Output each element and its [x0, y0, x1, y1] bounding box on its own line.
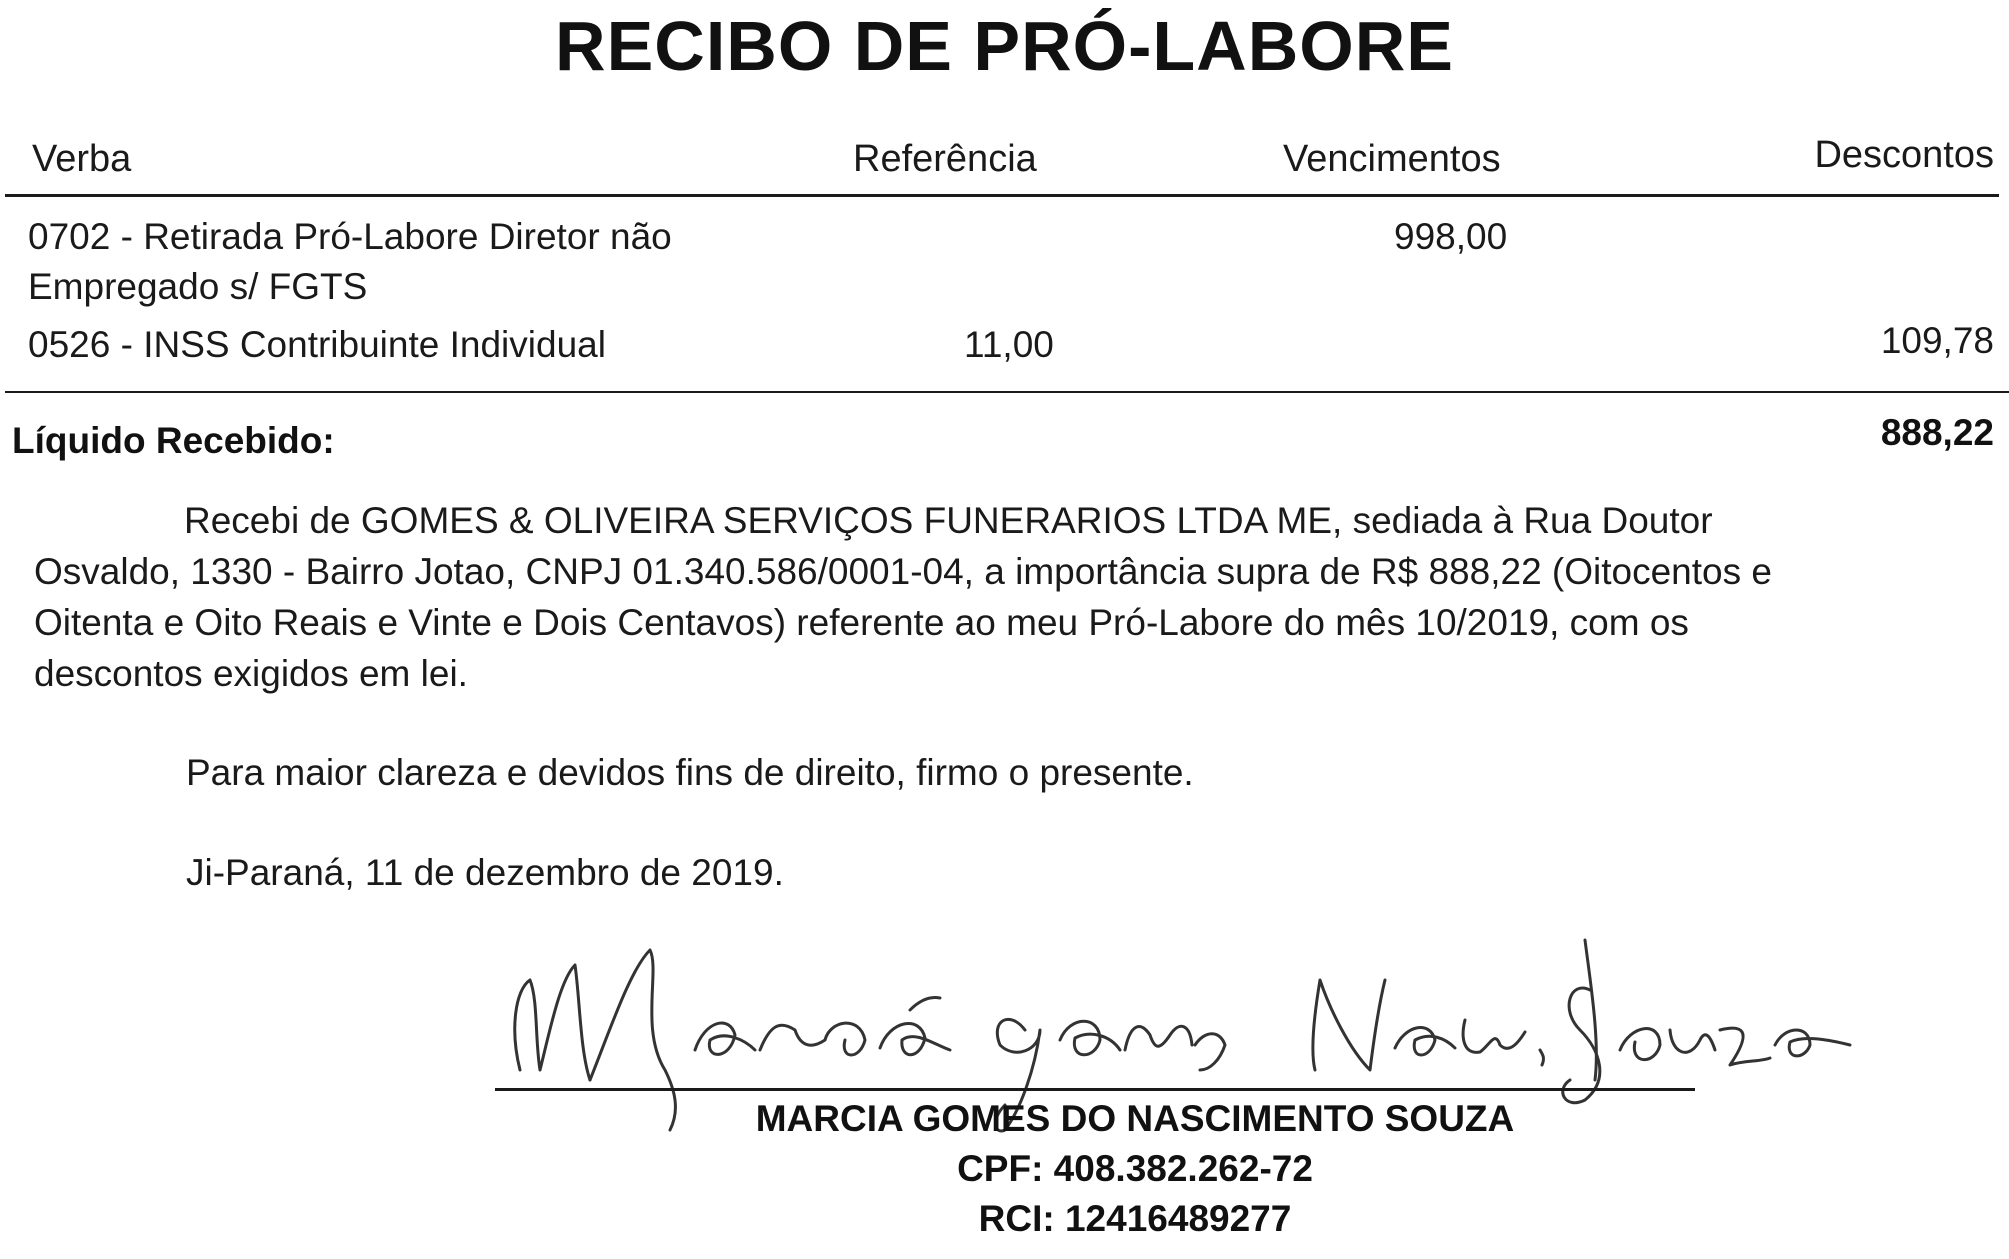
row-1-verba-line1: 0702 - Retirada Pró-Labore Diretor não [28, 216, 672, 257]
signature-line [495, 1088, 1695, 1091]
liquido-label: Líquido Recebido: [12, 420, 335, 461]
header-vencimentos: Vencimentos [1283, 138, 1501, 180]
statement-line-3: Oitenta e Oito Reais e Vinte e Dois Centavos) referente ao meu Pró-Labore do mês 10/2019, com os [34, 602, 1689, 643]
row-2-descontos: 109,78 [1880, 320, 1994, 361]
statement-line-2: Osvaldo, 1330 - Bairro Jotao, CNPJ 01.340.586/0001-04, a importância supra de R$ 888,22 (Oitocentos e [34, 551, 1772, 592]
statement-line-1: Recebi de GOMES & OLIVEIRA SERVIÇOS FUNERARIOS LTDA ME, sediada à Rua Doutor [184, 500, 1713, 541]
row-2-verba-line1: 0526 - INSS Contribuinte Individual [28, 324, 606, 365]
row-2-referencia: 11,00 [964, 324, 1054, 365]
table-bottom-rule [5, 391, 2009, 393]
clareza-statement: Para maior clareza e devidos fins de direito, firmo o presente. [186, 752, 1194, 793]
row-1-vencimentos: 998,00 [1394, 216, 1508, 257]
header-descontos: Descontos [1814, 134, 1994, 176]
statement-line-4: descontos exigidos em lei. [34, 653, 468, 694]
receipt-statement [34, 495, 1974, 699]
place-and-date: Ji-Paraná, 11 de dezembro de 2019. [186, 852, 784, 893]
header-verba: Verba [32, 138, 132, 180]
table-top-rule [5, 194, 1999, 197]
signatory-name: MARCIA GOMES DO NASCIMENTO SOUZA [755, 1098, 1515, 1139]
signatory-rci: RCI: 12416489277 [978, 1198, 1292, 1239]
signatory-cpf: CPF: 408.382.262-72 [957, 1148, 1313, 1189]
liquido-value: 888,22 [1880, 412, 1994, 453]
document-title: RECIBO DE PRÓ-LABORE [555, 7, 1454, 85]
header-referencia: Referência [853, 138, 1037, 180]
row-1-verba-line2: Empregado s/ FGTS [28, 266, 368, 307]
